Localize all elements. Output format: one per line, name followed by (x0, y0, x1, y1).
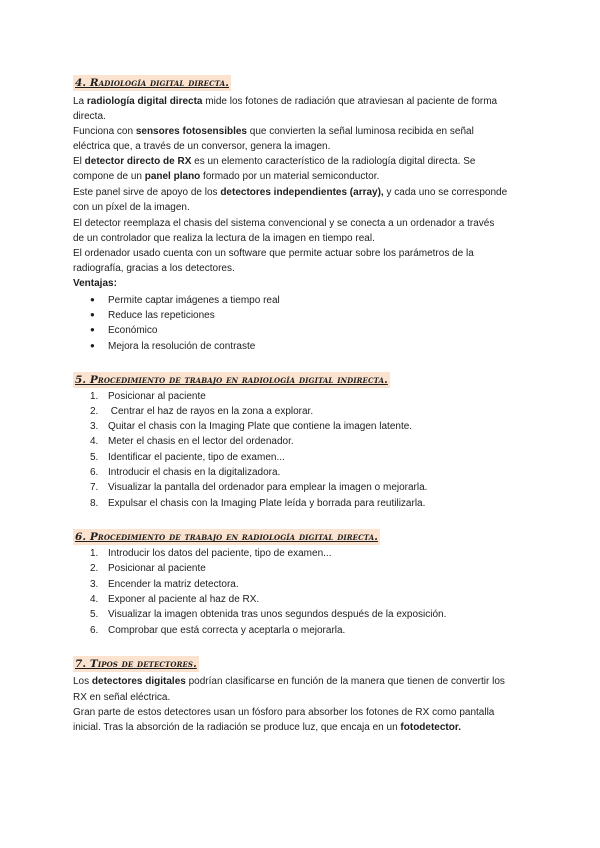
list-item: 6. Introducir el chasis en la digitalizadora. (90, 467, 281, 478)
s7-line-3: Gran parte de estos detectores usan un fósforo para absorber los fotones de RX como pantalla (73, 707, 495, 718)
section-4-heading: 4. Radiología digital directa. (75, 77, 229, 89)
list-item: 2. Posicionar al paciente (90, 563, 206, 574)
section-6-heading: 6. Procedimiento de trabajo en radiología digital directa. (75, 531, 378, 543)
list-item: 5. Visualizar la imagen obtenida tras unos segundos después de la exposición. (90, 609, 447, 620)
list-item: 7. Visualizar la pantalla del ordenador para emplear la imagen o mejorarla. (90, 482, 428, 493)
list-item: ● Mejora la resolución de contraste (90, 341, 256, 352)
s4-line-6: compone de un panel plano formado por un material semiconductor. (73, 171, 380, 182)
s4-line-2: directa. (73, 111, 106, 122)
s4-line-7: Este panel sirve de apoyo de los detectores independientes (array), y cada uno se corresponde (73, 187, 508, 198)
s4-line-5: El detector directo de RX es un elemento característico de la radiología digital directa. Se (73, 156, 476, 167)
s4-line-10: de un controlador que realiza la lectura de la imagen en tiempo real. (73, 233, 375, 244)
list-item: 2. Centrar el haz de rayos en la zona a explorar. (90, 406, 314, 417)
section-7-heading: 7. Tipos de detectores. (75, 658, 197, 670)
s4-line-12: radiografía, gracias a los detectores. (73, 263, 235, 274)
s7-line-1: Los detectores digitales podrían clasificarse en función de la manera que tienen de convertir los (73, 676, 505, 687)
s4-line-4: eléctrica que, a través de un conversor, genera la imagen. (73, 141, 331, 152)
s7-line-2: RX en señal eléctrica. (73, 692, 171, 703)
s4-line-1: La radiología digital directa mide los fotones de radiación que atraviesan al paciente de forma (73, 96, 498, 107)
advantages-label: Ventajas: (73, 278, 117, 289)
s7-line-4: inicial. Tras la absorción de la radiación se produce luz, que encaja en un fotodetector. (73, 722, 461, 733)
list-item: 3. Quitar el chasis con la Imaging Plate que contiene la imagen latente. (90, 421, 413, 432)
list-item: ● Permite captar imágenes a tiempo real (90, 295, 280, 306)
list-item: ● Reduce las repeticiones (90, 310, 215, 321)
list-item: ● Económico (90, 325, 158, 336)
list-item: 6. Comprobar que está correcta y aceptarla o mejorarla. (90, 625, 346, 636)
section-5-heading: 5. Procedimiento de trabajo en radiología digital indirecta. (75, 374, 388, 386)
list-item: 1. Introducir los datos del paciente, tipo de examen... (90, 548, 332, 559)
list-item: 5. Identificar el paciente, tipo de examen... (90, 452, 285, 463)
list-item: 8. Expulsar el chasis con la Imaging Plate leída y borrada para reutilizarla. (90, 498, 426, 509)
list-item: 4. Exponer al paciente al haz de RX. (90, 594, 260, 605)
list-item: 4. Meter el chasis en el lector del ordenador. (90, 436, 294, 447)
s4-line-9: El detector reemplaza el chasis del sistema convencional y se conecta a un ordenador a través (73, 218, 495, 229)
s4-line-11: El ordenador usado cuenta con un software que permite actuar sobre los parámetros de la (73, 248, 474, 259)
s4-line-8: con un píxel de la imagen. (73, 202, 190, 213)
s4-line-3: Funciona con sensores fotosensibles que convierten la señal luminosa recibida en señal (73, 126, 474, 137)
list-item: 3. Encender la matriz detectora. (90, 579, 239, 590)
list-item: 1. Posicionar al paciente (90, 391, 206, 402)
